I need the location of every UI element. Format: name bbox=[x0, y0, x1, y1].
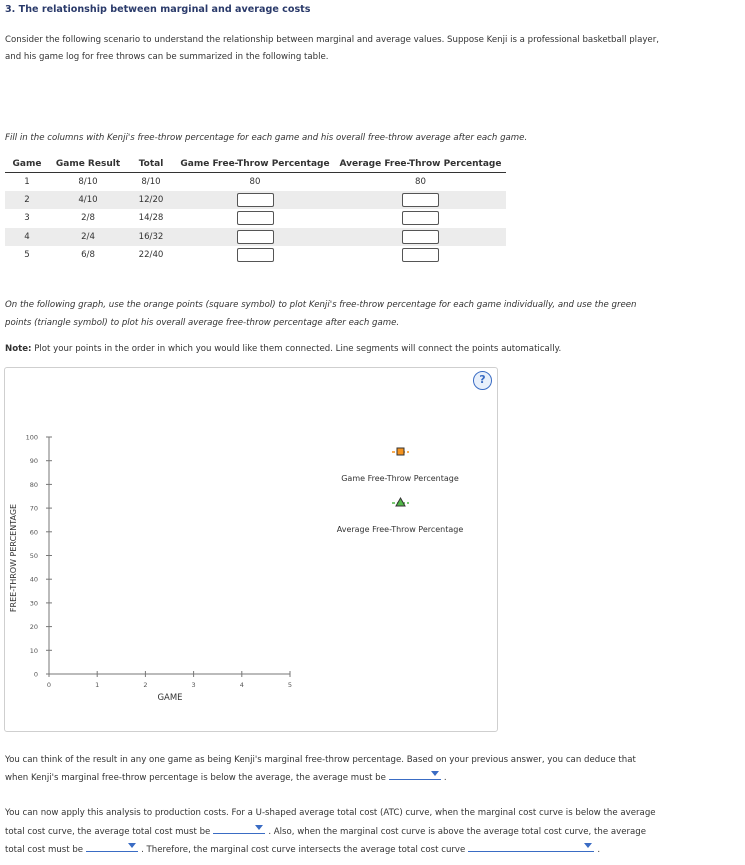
table-row bbox=[5, 191, 506, 210]
cell-result: 2/4 bbox=[49, 228, 127, 247]
y-tick-label: 20 bbox=[29, 623, 38, 632]
q1-dropdown[interactable] bbox=[389, 768, 441, 780]
free-throw-table bbox=[5, 156, 506, 265]
avg-pct-input-2[interactable] bbox=[402, 193, 439, 207]
cell-result: 6/8 bbox=[81, 250, 95, 261]
y-tick-label: 0 bbox=[33, 670, 38, 679]
header-total: Total bbox=[127, 156, 175, 172]
game-pct-input-5[interactable] bbox=[237, 248, 274, 262]
cell-game: 3 bbox=[24, 213, 30, 224]
x-tick-label: 5 bbox=[287, 681, 293, 689]
q2-line-3 bbox=[5, 840, 600, 859]
square-marker-icon bbox=[397, 448, 404, 455]
legend-label-game-pct: Game Free-Throw Percentage bbox=[341, 474, 459, 483]
x-tick-label: 3 bbox=[191, 681, 196, 689]
header-game: Game bbox=[5, 156, 49, 172]
y-tick-label: 80 bbox=[29, 480, 38, 489]
cell-total: 12/20 bbox=[127, 191, 175, 210]
table-row bbox=[5, 228, 506, 247]
y-axis-label: FREE-THROW PERCENTAGE bbox=[9, 503, 18, 613]
q1-text-b: . bbox=[443, 773, 447, 783]
intro-line-2: and his game log for free throws can be summarized in the following table. bbox=[5, 52, 329, 62]
graph-instruction-line-2: points (triangle symbol) to plot his overall average free-throw percentage after each game. bbox=[5, 318, 400, 328]
q2-text-d: . Therefore, the marginal cost curve intersects the average total cost curve bbox=[141, 845, 466, 855]
q2-text-b: . Also, when the marginal cost curve is above the average total cost curve, the average bbox=[268, 827, 647, 837]
x-axis-label: GAME bbox=[157, 693, 183, 703]
table-row bbox=[5, 246, 506, 265]
chevron-down-icon bbox=[584, 843, 592, 848]
graph-panel bbox=[4, 367, 498, 732]
y-tick-label: 50 bbox=[29, 552, 38, 560]
header-avg-pct: Average Free-Throw Percentage bbox=[335, 156, 506, 172]
y-tick-label: 90 bbox=[29, 457, 38, 466]
cell-game: 5 bbox=[24, 250, 30, 261]
x-tick-label: 1 bbox=[95, 681, 100, 689]
cell-game: 1 bbox=[24, 176, 30, 187]
q2-dropdown-1[interactable] bbox=[213, 822, 265, 834]
cell-result: 2/8 bbox=[81, 213, 95, 224]
note-text: Plot your points in the order in which you would like them connected. Line segments will connect the points automatically. bbox=[31, 344, 562, 354]
cell-result: 4/10 bbox=[49, 191, 127, 210]
y-tick-label: 100 bbox=[25, 433, 38, 442]
cell-total: 22/40 bbox=[138, 250, 164, 261]
chevron-down-icon bbox=[431, 771, 439, 776]
y-tick-label: 10 bbox=[29, 646, 38, 655]
cell-avg-pct: 80 bbox=[415, 176, 426, 187]
x-tick-label: 0 bbox=[46, 681, 52, 689]
cell-total: 14/28 bbox=[138, 213, 164, 224]
game-pct-input-4[interactable] bbox=[237, 230, 274, 244]
table-row bbox=[5, 172, 506, 191]
cell-game: 2 bbox=[5, 191, 49, 210]
q2-line-2 bbox=[5, 822, 646, 841]
graph-instruction-line-1: On the following graph, use the orange points (square symbol) to plot Kenji's free-throw percentage for each game individually, and use the green bbox=[5, 300, 637, 310]
avg-pct-input-5[interactable] bbox=[402, 248, 439, 262]
table-row bbox=[5, 209, 506, 228]
game-pct-input-2[interactable] bbox=[237, 193, 274, 207]
chevron-down-icon bbox=[255, 825, 263, 830]
legend-label-avg-pct: Average Free-Throw Percentage bbox=[336, 525, 464, 534]
avg-pct-input-3[interactable] bbox=[402, 211, 439, 225]
y-tick-label: 60 bbox=[29, 528, 38, 537]
help-icon[interactable]: ? bbox=[473, 371, 492, 390]
game-pct-input-3[interactable] bbox=[237, 211, 274, 225]
q2-text-c: total cost must be bbox=[5, 845, 84, 855]
header-game-result: Game Result bbox=[49, 156, 127, 172]
avg-pct-input-4[interactable] bbox=[402, 230, 439, 244]
q2-text-a: total cost curve, the average total cost must be bbox=[5, 827, 211, 837]
q1-line-1: You can think of the result in any one game as being Kenji's marginal free-throw percentage. Based on your previous answer, you can deduce that bbox=[5, 755, 636, 765]
question-title: 3. The relationship between marginal and average costs bbox=[5, 4, 311, 15]
q1-line-2 bbox=[5, 768, 447, 787]
chevron-down-icon bbox=[128, 843, 136, 848]
cell-game-pct: 80 bbox=[249, 176, 261, 187]
q2-line-1: You can now apply this analysis to production costs. For a U-shaped average total cost (ATC) curve, when the marginal cost curve is below the average bbox=[5, 808, 656, 818]
q1-text-a: when Kenji's marginal free-throw percentage is below the average, the average must be bbox=[5, 773, 386, 783]
header-game-pct: Game Free-Throw Percentage bbox=[175, 156, 335, 172]
cell-game: 4 bbox=[5, 228, 49, 247]
q2-dropdown-2[interactable] bbox=[86, 840, 138, 852]
q2-text-e: . bbox=[597, 845, 601, 855]
q2-dropdown-3[interactable] bbox=[468, 840, 594, 852]
intro-line-1: Consider the following scenario to understand the relationship between marginal and average values. Suppose Kenji is a professional basketball player, bbox=[5, 35, 659, 45]
cell-total: 16/32 bbox=[127, 228, 175, 247]
table-instruction: Fill in the columns with Kenji's free-throw percentage for each game and his overall free-throw average after each game. bbox=[5, 133, 528, 143]
table-header-row bbox=[5, 156, 506, 172]
y-tick-label: 30 bbox=[29, 599, 38, 608]
cell-result: 8/10 bbox=[78, 176, 98, 187]
x-tick-label: 4 bbox=[239, 681, 244, 689]
note-label: Note: bbox=[5, 344, 32, 354]
y-tick-label: 70 bbox=[29, 504, 38, 513]
note bbox=[5, 340, 561, 358]
y-tick-label: 40 bbox=[29, 575, 38, 584]
cell-total: 8/10 bbox=[141, 176, 161, 187]
x-tick-label: 2 bbox=[143, 681, 148, 689]
